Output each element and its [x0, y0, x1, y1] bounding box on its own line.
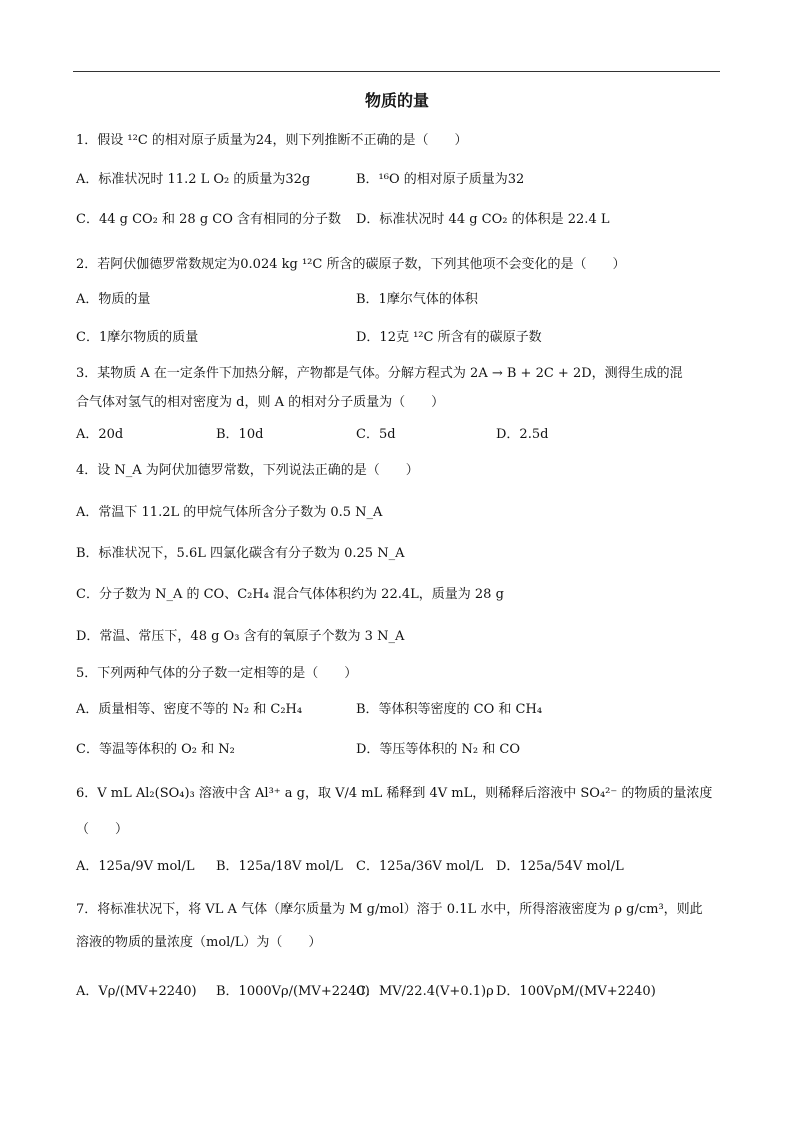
q2-option-a: A．物质的量: [76, 292, 151, 307]
q7-stem-line1: 7．将标准状况下，将 VL A 气体（摩尔质量为 M g/mol）溶于 0.1L 水中，所得溶液密度为 ρ g/cm³，则此: [76, 902, 703, 917]
q4-stem: 4．设 N_A 为阿伏加德罗常数，下列说法正确的是（ ）: [76, 463, 419, 478]
page-title: 物质的量: [364, 91, 429, 110]
q3-option-b: B．10d: [216, 427, 264, 442]
q3-option-c: C．5d: [356, 427, 396, 442]
q4-option-b: B．标准状况下，5.6L 四氯化碳含有分子数为 0.25 N_A: [76, 546, 405, 561]
q3-option-a: A．20d: [76, 427, 124, 442]
q5-stem: 5．下列两种气体的分子数一定相等的是（ ）: [76, 666, 358, 681]
q2-option-d: D．12克 ¹²C 所含有的碳原子数: [356, 330, 542, 345]
q6-option-c: C．125a/36V mol/L: [356, 859, 484, 874]
q5-option-d: D．等压等体积的 N₂ 和 CO: [356, 742, 521, 757]
q5-option-c: C．等温等体积的 O₂ 和 N₂: [76, 742, 235, 757]
q2-option-b: B．1摩尔气体的体积: [356, 292, 478, 307]
q7-option-d: D．100VρM/(MV+2240): [496, 984, 656, 999]
q6-option-b: B．125a/18V mol/L: [216, 859, 343, 874]
q1-option-a: A．标准状况时 11.2 L O₂ 的质量为32g: [76, 172, 311, 187]
q5-option-a: A．质量相等、密度不等的 N₂ 和 C₂H₄: [76, 702, 303, 717]
q2-stem: 2．若阿伏伽德罗常数规定为0.024 kg ¹²C 所含的碳原子数，下列其他项不会变化的是（ ）: [76, 257, 626, 272]
q1-option-c: C．44 g CO₂ 和 28 g CO 含有相同的分子数: [76, 212, 342, 227]
q4-option-d: D．常温、常压下，48 g O₃ 含有的氧原子个数为 3 N_A: [76, 629, 405, 644]
q1-stem: 1．假设 ¹²C 的相对原子质量为24，则下列推断不正确的是（ ）: [76, 133, 468, 148]
q6-option-a: A．125a/9V mol/L: [76, 859, 195, 874]
q7-stem-line2: 溶液的物质的量浓度（mol/L）为（ ）: [76, 935, 322, 950]
q6-option-d: D．125a/54V mol/L: [496, 859, 624, 874]
q4-option-c: C．分子数为 N_A 的 CO、C₂H₄ 混合气体体积约为 22.4L，质量为 28 g: [76, 587, 504, 602]
q5-option-b: B．等体积等密度的 CO 和 CH₄: [356, 702, 543, 717]
q2-option-c: C．1摩尔物质的质量: [76, 330, 199, 345]
q3-option-d: D．2.5d: [496, 427, 549, 442]
q6-stem-line2: （ ）: [76, 822, 129, 837]
q7-option-b: B．1000Vρ/(MV+2240): [216, 984, 370, 999]
header-rule: [73, 71, 720, 72]
q7-option-c: C．MV/22.4(V+0.1)ρ: [356, 984, 494, 999]
q3-stem-line2: 合气体对氢气的相对密度为 d，则 A 的相对分子质量为（ ）: [76, 395, 445, 410]
q1-option-d: D．标准状况时 44 g CO₂ 的体积是 22.4 L: [356, 212, 610, 227]
q1-option-b: B．¹⁶O 的相对原子质量为32: [356, 172, 525, 187]
q6-stem-line1: 6．V mL Al₂(SO₄)₃ 溶液中含 Al³⁺ a g，取 V/4 mL 稀释到 4V mL，则稀释后溶液中 SO₄²⁻ 的物质的量浓度: [76, 786, 713, 801]
q7-option-a: A．Vρ/(MV+2240): [76, 984, 197, 999]
q4-option-a: A．常温下 11.2L 的甲烷气体所含分子数为 0.5 N_A: [76, 505, 383, 520]
q3-stem-line1: 3．某物质 A 在一定条件下加热分解，产物都是气体。分解方程式为 2A → B + 2C + 2D，测得生成的混: [76, 366, 683, 381]
